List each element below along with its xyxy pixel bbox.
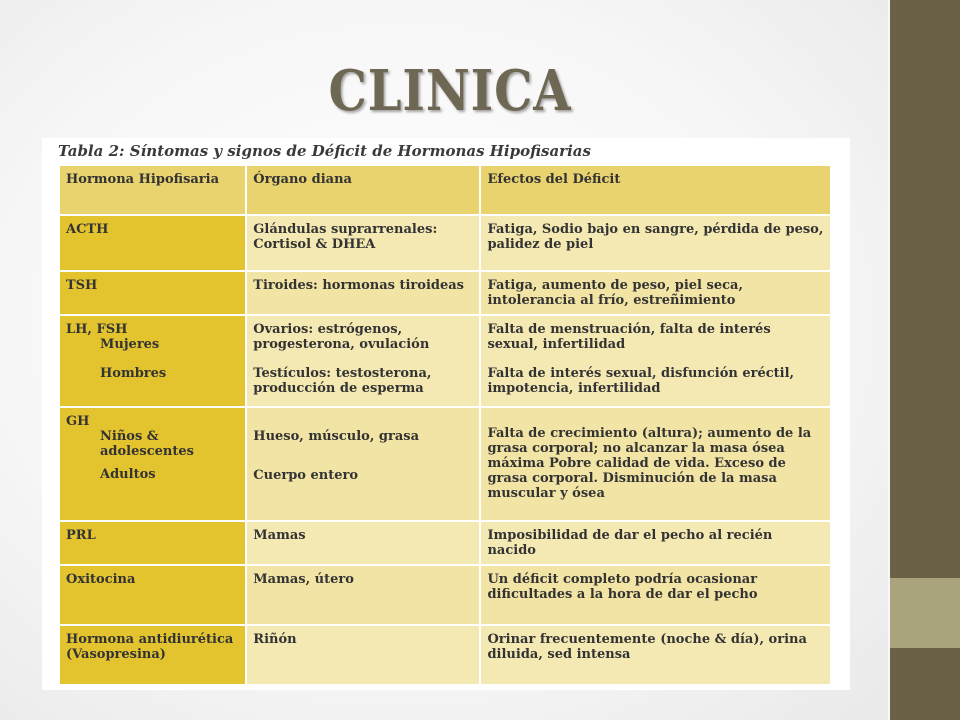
hormone-name: LH, FSH [66,322,128,337]
organ-cell: Mamas [246,521,480,565]
table-row [59,407,831,521]
organ-cell: Glándulas suprarrenales: Cortisol & DHEA [246,215,480,271]
hormone-name: GH [66,414,90,429]
effects-text: Falta de interés sexual, disfunción eréctil, impotencia, infertilidad [487,366,795,396]
hormone-subgroup: Niños & adolescentes [100,429,194,459]
table-row [59,625,831,685]
organ-text: Testículos: testosterona, producción de esperma [253,366,432,396]
table-header-row [59,165,831,215]
table-row [59,271,831,315]
table-row [59,565,831,625]
effects-cell: Imposibilidad de dar el pecho al recién nacido [480,521,831,565]
hormone-cell [59,315,246,407]
hormone-subgroup: Hombres [100,366,167,381]
organ-text: Cuerpo entero [253,468,359,483]
effects-text: Falta de menstruación, falta de interés sexual, infertilidad [487,322,771,352]
hormone-subgroup: Adultos [100,467,156,482]
effects-cell: Fatiga, aumento de peso, piel seca, intolerancia al frío, estreñimiento [480,271,831,315]
hormone-cell: Oxitocina [59,565,246,625]
side-accent-block [890,578,960,648]
effects-text: Falta de crecimiento (altura); aumento de la grasa corporal; no alcanzar la masa ósea máxima Pobre calidad de vida. Exceso de grasa corporal. Disminución de la masa muscular y ósea [487,426,812,501]
organ-cell: Mamas, útero [246,565,480,625]
organ-text: Ovarios: estrógenos, progesterona, ovulación [253,322,430,352]
organ-cell: Riñón [246,625,480,685]
effects-cell: Fatiga, Sodio bajo en sangre, pérdida de peso, palidez de piel [480,215,831,271]
effects-cell: Orinar frecuentemente (noche & día), orina diluida, sed intensa [480,625,831,685]
effects-cell [480,315,831,407]
organ-cell: Tiroides: hormonas tiroideas [246,271,480,315]
table-row [59,521,831,565]
effects-cell [480,407,831,521]
effects-cell: Un déficit completo podría ocasionar dificultades a la hora de dar el pecho [480,565,831,625]
hormone-cell [59,407,246,521]
hormone-cell: TSH [59,271,246,315]
organ-cell [246,407,480,521]
hormone-cell: ACTH [59,215,246,271]
organ-cell [246,315,480,407]
header-hormone: Hormona Hipofisaria [59,165,246,215]
slide-title: CLINICA [328,58,572,124]
header-effects: Efectos del Déficit [480,165,831,215]
hormone-deficit-table [58,164,832,686]
hormone-cell: PRL [59,521,246,565]
table-caption: Tabla 2: Síntomas y signos de Déficit de Hormonas Hipofisarias [58,142,591,160]
organ-text: Hueso, músculo, grasa [253,429,419,444]
hormone-cell: Hormona antidiurética (Vasopresina) [59,625,246,685]
hormone-subgroup: Mujeres [100,337,160,352]
table-row [59,215,831,271]
header-organ: Órgano diana [246,165,480,215]
table-row [59,315,831,407]
